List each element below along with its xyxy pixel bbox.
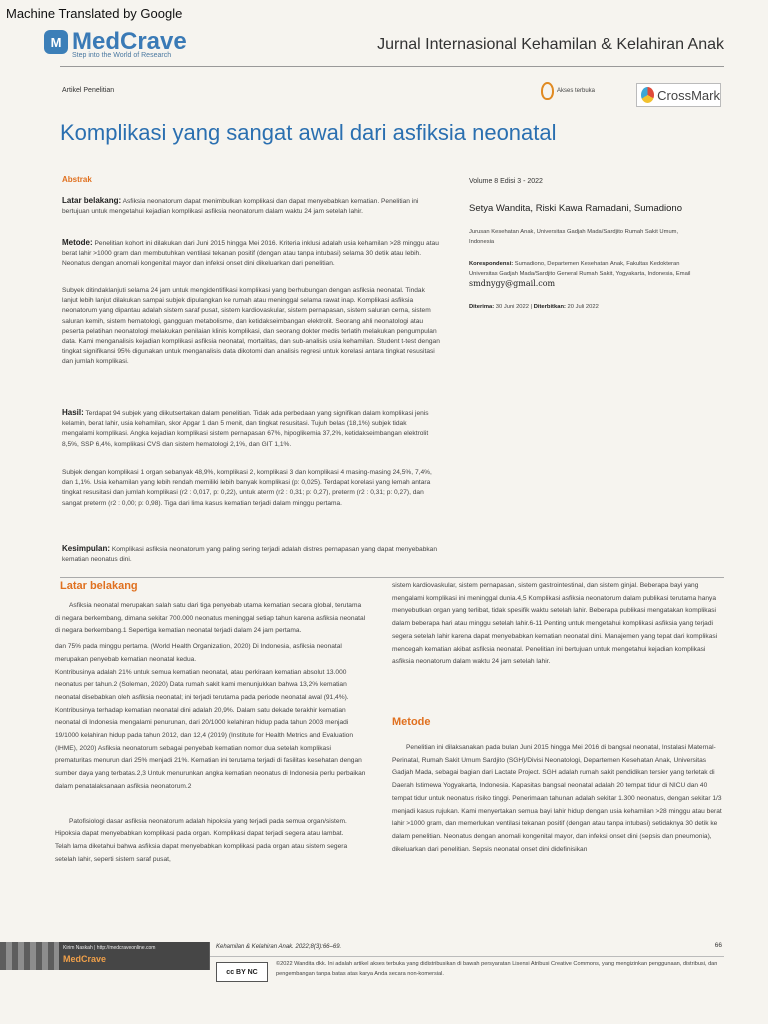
license-text: ©2022 Wandita dkk. Ini adalah artikel akses terbuka yang didistribusikan di bawah persyaratan Lisensi Atribusi Creative Commons, yang mengizinkan penggunaan, distribusi, dan pengembangan tanpa batas atas karya Anda secara non-komersial. (276, 961, 718, 977)
open-access-icon (541, 82, 554, 100)
body-paragraph: Patofisiologi dasar asfiksia neonatorum adalah hipoksia yang terjadi pada semua organ/sistem. Hipoksia dapat menyebabkan komplikasi pada organ. Komplikasi dapat terjadi segera atau lambat. (55, 817, 347, 838)
abstract-heading: Abstrak (62, 175, 92, 184)
section-heading-background: Latar belakang (60, 580, 138, 592)
volume-issue: Volume 8 Edisi 3 - 2022 (469, 178, 543, 185)
article-title: Komplikasi yang sangat awal dari asfiksia neonatal (60, 120, 557, 145)
body-paragraph: Penelitian ini dilaksanakan pada bulan Juni 2015 hingga Mei 2016 di bangsal neonatal, Instalasi Maternal-Perinatal, Rumah Sakit Umum Sardjito (SGH)/Divisi Neonatologi, Departemen Kesehatan Anak, Universitas Gadjah Mada, sebagai bagian dari Lactate Project. SGH adalah rumah sakit pendidikan tersier yang terletak di Daerah Istimewa Yogyakarta, Indonesia. Kapasitas bangsal neonatal adalah 20 tempat tidur di NICU dan 40 tempat tidur untuk neonatus risiko tinggi. Penerimaan tahunan adalah sekitar 1.300 neonatus, dengan sekitar 1/3 menjadi kasus rujukan. Kami menyertakan semua bayi lahir hidup dengan usia kehamilan >28 minggu atau berat lahir >1000 gram, dan memerlukan ventilasi tekanan positif (dengan atau tanpa intubasi) setidaknya 30 detik ke dalam penelitian. Neonatus dengan anomali kongenital mayor, dan infeksi onset dini (sepsis dan pneumonia), dikeluarkan dari penelitian. Sepsis neonatal onset dini didefinisikan (392, 744, 722, 853)
abstract-results-label: Hasil: (62, 408, 84, 417)
body-paragraph: dan 75% pada minggu pertama. (World Health Organization, 2020) Di Indonesia, asfiksia neonatal merupakan penyebab kematian neonatal kedua. (55, 643, 342, 663)
medcrave-logo[interactable] (44, 28, 187, 59)
body-paragraph: Kontribusinya terhadap kematian neonatal dini adalah 20,9%. Dalam satu dekade terakhir kematian neonatal di Indonesia mengalami penurunan, dari 20/1000 kelahiran hidup pada tahun 2003 menjadi 19/1000 kelahiran hidup pada tahun 2012, dan 12,4 (2019) (Institute for Health Metrics and Evaluation (IHME), 2020) Asfiksia neonatorum sebagai penyebab kematian nomor dua setelah komplikasi prematuritas menurun dari 25% menjadi 21%. Kematian ini terutama terjadi di fasilitas kesehatan dengan sumber daya yang terbatas.2,3 Untuk menurunkan angka kematian neonatus di Indonesia perlu perbaikan dalam penatalaksanaan asfiksia neonatorum.2 (55, 706, 366, 790)
article-type: Artikel Penelitian (62, 87, 115, 94)
abstract-methods-text: Penelitian kohort ini dilakukan dari Juni 2015 hingga Mei 2016. Kriteria inklusi adalah usia kehamilan >28 minggu atau berat lahir >1000 gram dan membutuhkan ventilasi tekanan positif (dengan atau tanpa intubasi) selama 30 detik atau lebih. Neonatus dengan anomali kongenital mayor dan infeksi onset dini dikeluarkan dari penelitian. (62, 240, 439, 268)
medcrave-logo-icon: M (44, 30, 68, 54)
body-left-column (55, 600, 367, 866)
abstract-results-text-2: Subjek dengan komplikasi 1 organ sebanyak 48,9%, komplikasi 2, komplikasi 3 dan komplikasi 4 masing-masing 24,5%, 7,4%, dan 1,1%. Usia kehamilan yang lebih rendah memiliki lebih banyak komplikasi (p: 0,025). Terdapat korelasi yang lemah antara tingkat resusitasi dan jumlah komplikasi (r2 : 0,017, p: 0,22), untuk aterm (r2 : 0,31; p: 0,27), preterm (r2 : 0,31; p: 0,27), dan sangat preterm (r2 : 0,00; p: 0,98). Tiga dari lima kasus kematian terjadi dalam minggu pertama. (62, 469, 432, 507)
received-date: 30 Juni 2022 (495, 304, 529, 310)
body-paragraph: sistem kardiovaskular, sistem pernapasan, sistem gastrointestinal, dan sistem ginjal. Beberapa bayi yang mengalami komplikasi ini meninggal dunia.4,5 Komplikasi asfiksia neonatorum dalam publikasi terutama hanya menyebutkan organ yang terlibat, tidak spesifik waktu setelah lahir. Beberapa publikasi mengatakan komplikasi dalam beberapa hari atau minggu setelah lahir.6-11 Penting untuk mengetahui komplikasi asfiksia yang terjadi segera setelah lahir karena dapat menyebabkan kematian neonatal dini. Manajemen yang tepat dari komplikasi mencegah kematian akibat asfiksia neonatal. Penelitian ini bertujuan untuk mengetahui kejadian komplikasi asfiksia neonatorum dalam waktu 24 jam setelah lahir. (392, 582, 718, 666)
crossmark-button[interactable] (636, 83, 721, 107)
translation-banner: Machine Translated by Google (6, 6, 183, 21)
crossmark-icon (641, 87, 654, 103)
journal-title: Jurnal Internasional Kehamilan & Kelahiran Anak (377, 36, 724, 53)
submit-manuscript-link[interactable]: Kirim Naskah | http://medcraveonline.com (63, 945, 156, 951)
cc-license-icon[interactable]: cc BY NC (216, 962, 268, 982)
abstract-conclusion-text: Komplikasi asfiksia neonatorum yang paling sering terjadi adalah distres pernapasan yang dapat menyebabkan kematian neonatus dini. (62, 546, 437, 564)
abstract-background (62, 196, 440, 217)
correspondence-text: Sumadiono, Departemen Kesehatan Anak, Fakultas Kedokteran Universitas Gadjah Mada/Sardjito General Rumah Sakit, Yogyakarta, Indonesia, Email (469, 261, 691, 277)
logo-name: MedCrave (72, 28, 187, 55)
body-right-column-methods (392, 742, 722, 856)
open-access-badge[interactable] (541, 82, 595, 100)
footer-submit-box[interactable] (59, 942, 209, 970)
page-number: 66 (714, 942, 722, 949)
abstract-results (62, 408, 440, 450)
crossmark-label: CrossMark (657, 87, 720, 103)
section-heading-methods: Metode (392, 716, 431, 728)
authors: Setya Wandita, Riski Kawa Ramadani, Sumadiono (469, 203, 682, 214)
open-access-label: Akses terbuka (557, 88, 596, 94)
footer-divider (210, 956, 724, 957)
article-dates: Diterima: 30 Juni 2022 | Diterbitkan: 20 Juli 2022 (469, 304, 599, 310)
abstract-methods-text-2: Subyek ditindaklanjuti selama 24 jam untuk mengidentifikasi komplikasi yang berhubungan dengan asfiksia neonatal. Tindak lanjut lebih lanjut dilakukan sampai subjek dipulangkan ke rumah atau meninggal selama rawat inap. Komplikasi asfiksia neonatorum yang dipantau adalah sistem saraf pusat, sistem kardiovaskular, sistem pernapasan, sistem saluran cerna, sistem saluran kemih, sistem hematologi, gangguan metabolisme, dan ketidakseimbangan elektrolit. Seorang ahli neonatologi atau peserta pelatihan neonatologi melakukan penilaian klinis komplikasi, dan seorang dokter medis terlatih melakukan pengumpulan data. Kami menganalisis kejadian komplikasi asfiksia neonatal, mortalitas, dan sub-analisis usia kehamilan. Student t-test dengan tingkat signifikansi 95% digunakan untuk menganalisis data dikotomi dan analisis regresi untuk korelasi antara tingkat resusitasi dan jumlah komplikasi. (62, 287, 440, 366)
logo-tagline: Step into the World of Research (72, 52, 172, 59)
footer-brand: MedCrave (63, 954, 107, 964)
body-divider (60, 577, 724, 578)
header-divider (60, 66, 724, 67)
correspondence (469, 259, 709, 290)
published-date: 20 Juli 2022 (567, 304, 599, 310)
footer-citation: Kehamilan & Kelahiran Anak. 2022;8(3):66‒69. (216, 944, 342, 950)
abstract-results-text: Terdapat 94 subjek yang diikutsertakan dalam penelitian. Tidak ada perbedaan yang signifikan dalam komplikasi jenis kelamin, berat lahir, usia kehamilan, skor Apgar 1 dan 5 menit, dan tingkat resusitasi. Tujuh belas (18,1%) subjek tidak mengalami komplikasi. Angka kejadian komplikasi sistem pernapasan 67%, hipoglikemia 37,2%, ketidakseimbangan elektrolit 8,5%, SSP 6,4%, komplikasi CVS dan sistem hematologi 2,1%, dan GIT 1,1%. (62, 410, 429, 448)
correspondence-label: Korespondensi: (469, 261, 514, 267)
abstract-background-text: Asfiksia neonatorum dapat menimbulkan komplikasi dan dapat menyebabkan kematian. Penelitian ini bertujuan untuk mengetahui kejadian komplikasi asfiksia neonatorum dalam waktu 24 jam setelah lahir. (62, 198, 419, 216)
body-right-column (392, 580, 722, 669)
body-paragraph: Telah lama diketahui bahwa asfiksia dapat menyebabkan komplikasi pada organ atau sistem segera setelah lahir, seperti sistem saraf pusat, (55, 842, 348, 863)
abstract-conclusion-label: Kesimpulan: (62, 544, 111, 553)
body-paragraph: Asfiksia neonatal merupakan salah satu dari tiga penyebab utama kematian secara global, terutama di negara berkembang, dimana sekitar 700.000 neonatus meninggal setiap tahun karena asfiksia neonatal di negara berkembang.1 Sepertiga kematian neonatal terjadi dalam 24 jam pertama. (55, 602, 366, 635)
body-paragraph: Kontribusinya adalah 21% untuk semua kematian neonatal, atau perkiraan kematian absolut 13.000 neonatus per tahun.2 (Soleman, 2020) Data rumah sakit kami menunjukkan bahwa 13,2% kematian neonatal disebabkan oleh asfiksia neonatal; ini terjadi terutama pada periode neonatal awal (91,4%). (55, 668, 349, 701)
correspondence-email[interactable]: smdnygy@gmail.com (469, 279, 556, 288)
abstract-methods-label: Metode: (62, 238, 93, 247)
abstract-conclusion (62, 544, 440, 565)
affiliation: Jurusan Kesehatan Anak, Universitas Gadjah Mada/Sardjito Rumah Sakit Umum, Indonesia (469, 229, 679, 245)
page-footer (0, 940, 768, 1024)
abstract-background-label: Latar belakang: (62, 196, 122, 205)
abstract-methods (62, 238, 440, 270)
